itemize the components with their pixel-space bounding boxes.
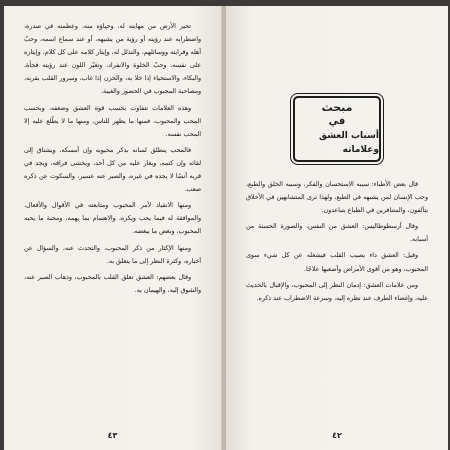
paragraph: ومن علامات العشق: إدمان النظر إلى المحبوب، والإقبال بالحديث عليه، وإغضاء الطرف عند نظره إليه، وسرعة الاضطراب عند ذكره. — [246, 281, 428, 302]
paragraph: تحير الأرض من مهابته له، وحياؤه منه، وعظمته في صدره، واضطرابه عند رؤيته أو رؤية من يشبهه، أو عند سماع اسمه، وحبّ أهله وقرابته ووسائلهم، والتذلل له، وإيثار كلامه على كل كلام، وإيثاره على نفسه، وحبّ الخلوة والانفراد، وتغيّر اللون عند رؤيته فجأة، والبكاء، والاستحياء إذا خلا به، والحزن إذا غاب، وسرور القلب بقربه، ومصاحبة المحبوب في الحضور والغيبة. — [24, 23, 201, 96]
section-heading-label: مبحث — [321, 101, 353, 114]
section-heading-title: أسباب العشق وعلاماته — [319, 131, 379, 155]
paragraph: وهذه العلامات تتفاوت بحسب قوة العشق وضعفه، وبحسب المحب والمحبوب، فمنها ما يظهر للناس، ومنها ما لا يطّلع عليه إلا المحب نفسه. — [24, 104, 201, 138]
section-heading-preposition: في — [328, 116, 346, 127]
section-heading-frame — [293, 96, 381, 162]
paragraph: ومنها الإكثار من ذكر المحبوب، والتحدث عنه، والسؤال عن أخباره، وكثرة النظر إلى ما يتعلق به. — [24, 244, 201, 265]
paragraph: وقال بعضهم: العشق تعلق القلب بالمحبوب، وذهاب الصبر عنه، والشوق إليه، والهيمان به. — [24, 273, 201, 294]
paragraph: قال بعض الأطباء: سببه الاستحسان والفكر، وسببه الخلق والطبع، وحب الإنسان لمن يشبهه في الطبع، ولهذا ترى المتشابهين في الأخلاق يتآلفون، والمتنافرين في الطباع يتباعدون. — [246, 181, 428, 215]
paragraph: ومنها الانقياد لأمر المحبوب ومتابعته في الأقوال والأفعال، والموافقة له فيما يحب ويكره، والاهتمام بما يهمه، ومحبة ما يحبه المحبوب، وبغض ما يبغضه. — [24, 202, 201, 236]
paragraph: وقال أرسطوطاليس: العشق من النفس، والصورة الحسنة من أسبابه. — [246, 223, 428, 244]
paragraph: فالمحب ينطلق لسانه بذكر محبوبه وإن أمسكه، ويشتاق إلى لقائه وإن كتمه، ويغار عليه من كل أحد، ويخشى فراقه، ويجد في قربه أنسًا لا يجده في غيره، والصبر عنه عسير، والسكوت عن ذكره صعب. — [24, 146, 201, 194]
paragraph: وقيل: العشق داء يصيب القلب فيشغله عن كل شيء سوى المحبوب، وهو من أقوى الأمراض وأصعبها علاجًا. — [246, 252, 428, 273]
left-page — [4, 6, 222, 450]
right-page — [226, 6, 448, 450]
left-page-text — [24, 20, 201, 297]
book-spread — [4, 6, 448, 450]
page-number: ٤٣ — [107, 431, 118, 440]
page-number: ٤٢ — [332, 431, 342, 440]
right-page-text — [246, 178, 428, 305]
